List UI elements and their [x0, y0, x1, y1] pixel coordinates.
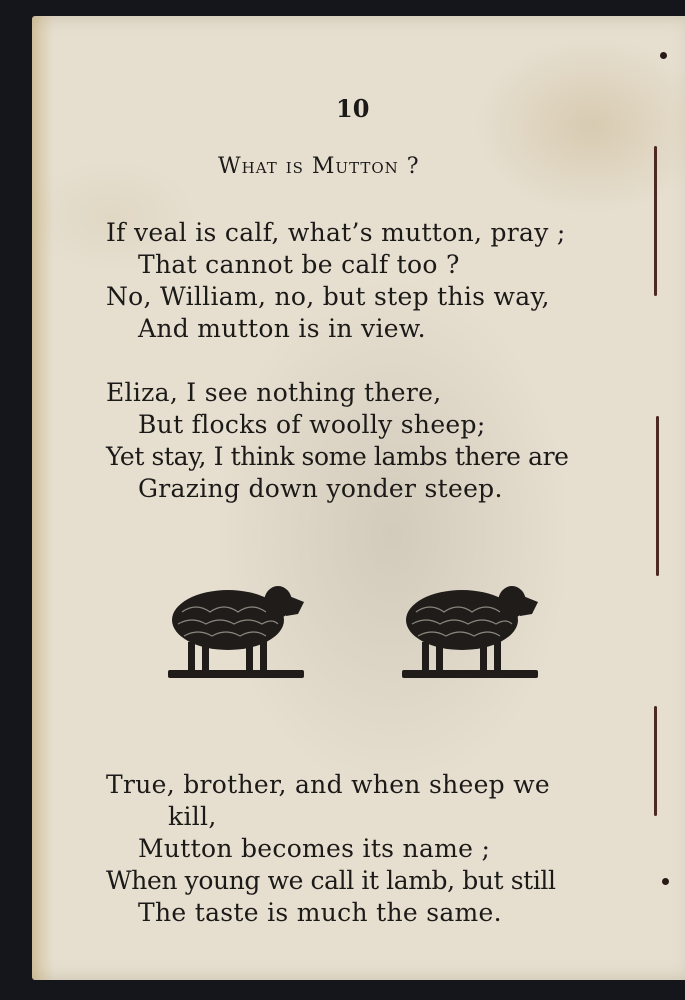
verse-line: No, William, no, but step this way,: [106, 282, 550, 311]
binding-thread: [654, 146, 657, 296]
verse-line: True, brother, and when sheep we: [106, 770, 551, 799]
verse-line: kill,: [168, 802, 217, 831]
verse-line: Grazing down yonder steep.: [138, 474, 503, 503]
verse-line: Mutton becomes its name ;: [138, 834, 491, 863]
verse-line: That cannot be calf too ?: [138, 250, 460, 279]
binding-thread: [656, 416, 659, 576]
page-title: What is Mutton ?: [218, 154, 420, 179]
binding-hole: [662, 878, 669, 885]
sheep-woodcut-icon: [166, 572, 306, 684]
binding-thread: [654, 706, 657, 816]
page-number: 10: [336, 94, 370, 123]
verse-line: The taste is much the same.: [138, 898, 502, 927]
verse-line: Yet stay, I think some lambs there are: [106, 442, 569, 471]
verse-line: Eliza, I see nothing there,: [106, 378, 442, 407]
verse-line: But flocks of woolly sheep;: [138, 410, 486, 439]
verse-line: When young we call it lamb, but still: [106, 866, 556, 895]
sheep-woodcut-icon: [400, 572, 540, 684]
verse-line: If veal is calf, what’s mutton, pray ;: [106, 218, 566, 247]
binding-hole: [660, 52, 667, 59]
verse-line: And mutton is in view.: [138, 314, 426, 343]
